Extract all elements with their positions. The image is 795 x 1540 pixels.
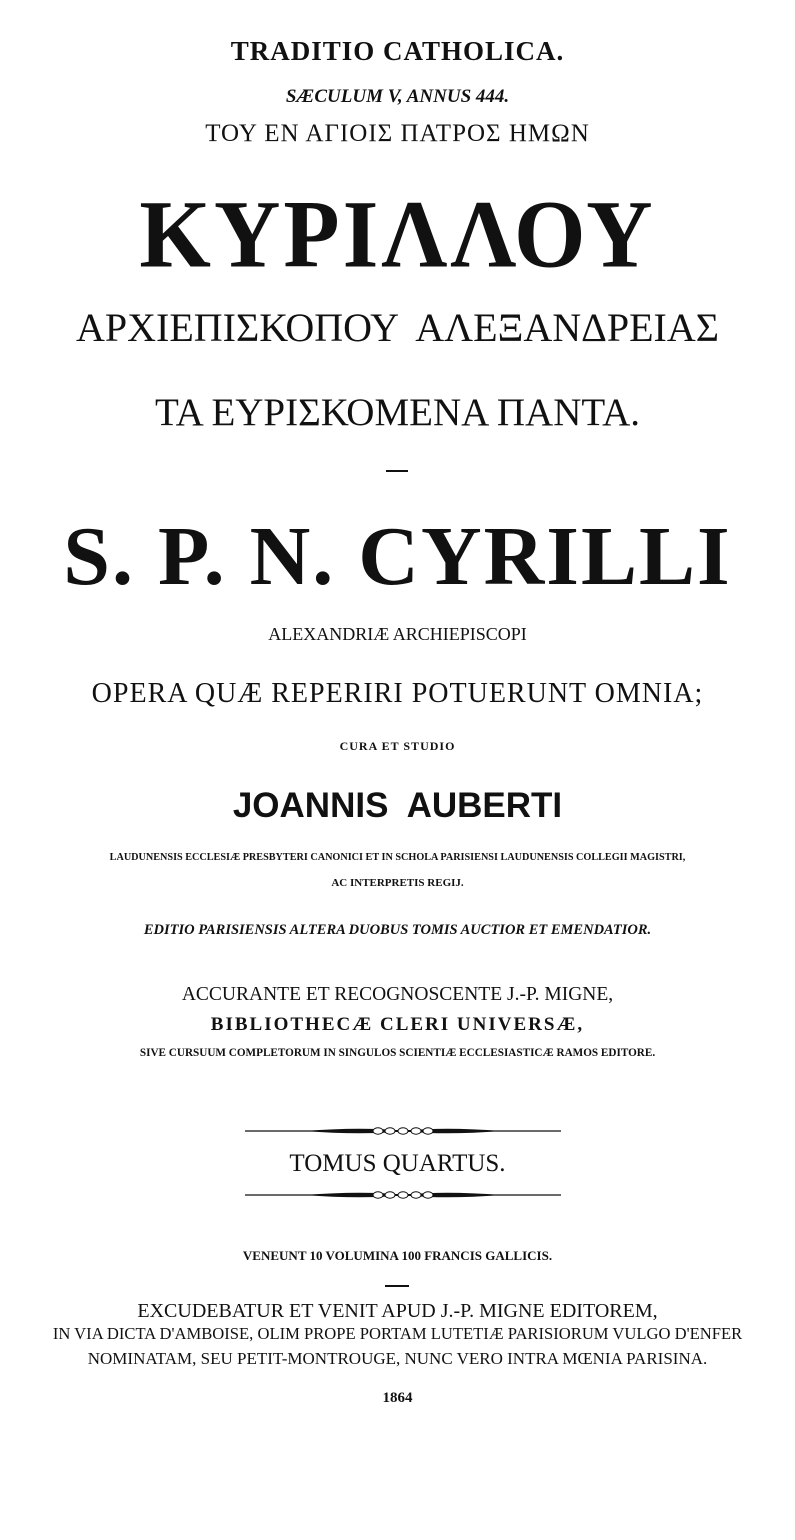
publisher-line-1: ACCURANTE ET RECOGNOSCENTE J.-P. MIGNE, — [181, 984, 614, 1005]
divider-short-2 — [385, 1285, 409, 1287]
imprint-line-2: IN VIA DICTA D'AMBOISE, OLIM PROPE PORTAM LUTETIÆ PARISIORUM VULGO D'ENFER — [52, 1324, 743, 1343]
volume-title: TOMUS QUARTUS. — [289, 1150, 506, 1177]
imprint-line-3: NOMINATAM, SEU PETIT-MONTROUGE, NUNC VERO INTRA MŒNIA PARISINA. — [87, 1349, 708, 1368]
publisher-line-3: SIVE CURSUUM COMPLETORUM IN SINGULOS SCIENTIÆ ECCLESIASTICÆ RAMOS EDITORE. — [139, 1047, 656, 1059]
editor-description: LAUDUNENSIS ECCLESIÆ PRESBYTERI CANONICI ET IN SCHOLA PARISIENSI LAUDUNENSIS COLLEGII MAGISTRI, — [109, 852, 686, 863]
editor-description-cont: AC INTERPRETIS REGIJ. — [331, 877, 464, 889]
edition-line: EDITIO PARISIENSIS ALTERA DUOBUS TOMIS AUCTIOR ET EMENDATIOR. — [143, 922, 652, 938]
imprint-line-1: EXCUDEBATUR ET VENIT APUD J.-P. MIGNE EDITOREM, — [137, 1300, 658, 1322]
century-line: SÆCULUM V, ANNUS 444. — [285, 86, 510, 107]
ornament-top — [245, 1126, 561, 1136]
cura-line: CURA ET STUDIO — [339, 739, 456, 753]
latin-author-name: S. P. N. CYRILLI — [63, 510, 732, 603]
divider-short — [386, 470, 408, 472]
greek-intro: ΤΟΥ ΕΝ ΑΓΙΟΙΣ ΠΑΤΡΟΣ ΗΜΩΝ — [205, 120, 590, 147]
publisher-line-2: BIBLIOTHECÆ CLERI UNIVERSÆ, — [210, 1014, 585, 1035]
greek-author-name: ΚΥΡΙΛΛΟΥ — [139, 180, 656, 288]
greek-works-title: ΤΑ ΕΥΡΙΣΚΟΜΕΝΑ ΠΑΝΤΑ. — [154, 391, 640, 434]
latin-author-title: ALEXANDRIÆ ARCHIEPISCOPI — [268, 624, 527, 644]
imprint-year: 1864 — [382, 1390, 413, 1406]
collection-title: TRADITIO CATHOLICA. — [230, 36, 565, 66]
latin-works-title: OPERA QUÆ REPERIRI POTUERUNT OMNIA; — [91, 678, 704, 709]
price-line: VENEUNT 10 VOLUMINA 100 FRANCIS GALLICIS. — [242, 1248, 553, 1263]
editor-name: JOANNIS AUBERTI — [232, 786, 563, 825]
greek-author-title: ΑΡΧΙΕΠΙΣΚΟΠΟΥ ΑΛΕΞΑΝΔΡΕΙΑΣ — [76, 305, 719, 350]
ornament-bottom — [245, 1190, 561, 1200]
